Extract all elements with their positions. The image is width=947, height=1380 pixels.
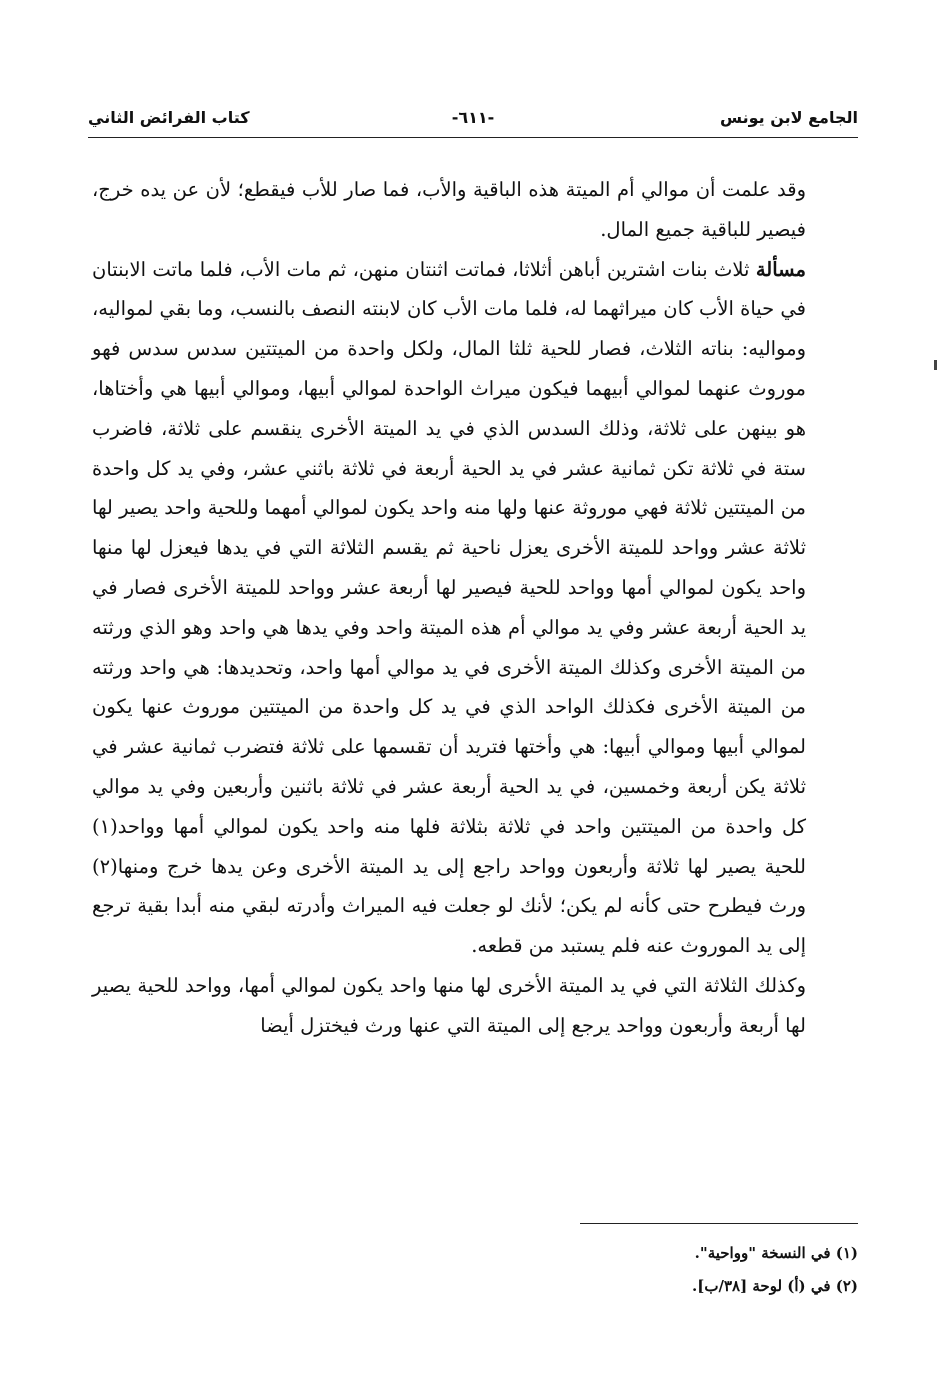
footnotes — [480, 1237, 858, 1303]
section-title: كتاب الفرائض الثاني — [88, 108, 250, 127]
page-number: -٦١١- — [451, 108, 495, 127]
footnote-2: (٢) في (أ) لوحة [٣٨/ب]. — [692, 1277, 858, 1295]
footnote-1: (١) في النسخة "وواحية". — [694, 1244, 858, 1262]
paragraph-1-text: وقد علمت أن موالي أم الميتة هذه الباقية والأب، فما صار للأب فيقطع؛ لأن عن يده خرج، فيصير للباقية جميع المال. — [92, 178, 806, 241]
footnote-divider — [580, 1223, 858, 1224]
paragraph-2 — [92, 250, 858, 966]
margin-mark — [934, 360, 937, 370]
paragraph-3 — [92, 966, 858, 1046]
issue-heading: مسألة — [755, 257, 806, 281]
header-divider — [88, 137, 858, 138]
paragraph-2-text: ثلاث بنات اشترين أباهن أثلاثا، فماتت اثنتان منهن، ثم مات الأب، فلما ماتت الابنتان في حياة الأب كان ميراثهما له، فلما مات الأب كان لابنته النصف بالنسب، وما بقي لمواليه، ومواليه: بناته الثلاث، فصار للحية ثلثا المال، ولكل واحدة من الميتتين سدس سدس فهو موروث عنهما لموالي أبيهما فيكون ميراث الواحدة لموالي أبيها، وموالي أبيها هي وأختاها، هو بينهن على ثلاثة، وذلك السدس الذي في يد الميتة الأخرى ينقسم على ثلاثة، فاضرب ستة في ثلاثة تكن ثمانية عشر في يد الحية أربعة في ثلاثة باثني عشر، وفي يد كل واحدة من الميتتين ثلاثة فهي موروثة عنها ولها منه واحد يكون لموالي أمهما وللحية واحد يصير لها ثلاثة عشر وواحد للميتة الأخرى يعزل ناحية ثم يقسم الثلاثة التي في يدها فيعزل لها منها واحد يكون لموالي أمها وواحد للحية فيصير لها أربعة عشر وواحد للميتة الأخرى فصار في يد الحية أربعة عشر وفي يد موالي أم هذه الميتة واحد وفي يدها هي واحد وهو الذي ورثته من الميتة الأخرى وكذلك الميتة الأخرى في يد موالي أمها واحد، وتحديدها: هي واحد ورثته من الميتة الأخرى فكذلك الواحد الذي في يد كل واحدة من الميتتين موروث عنها يكون لموالي أبيها وموالي أبيها: هي وأختها فتريد أن تقسمها على ثلاثة فتضرب ثمانية عشر في ثلاثة يكن أربعة وخمسين، في يد الحية أربعة عشر في ثلاثة باثنين وأربعين وفي يد موالي كل واحدة من الميتتين واحد في ثلاثة بثلاثة فلها منه واحد يكون لموالي أمها وواحد(١) للحية يصير لها ثلاثة وأربعون وواحد راجع إلى يد الميتة الأخرى وعن يدها خرج ومنها(٢) ورث فيطرح حتى كأنه لم يكن؛ لأنك لو جعلت فيه الميراث وأدرته لبقي منه أبدا بقية ترجع إلى يد الموروث عنه فلم يستبد من قطعه. — [92, 257, 806, 958]
main-text — [92, 170, 858, 1046]
running-header — [88, 104, 858, 132]
book-title: الجامع لابن يونس — [720, 108, 858, 127]
paragraph-1 — [92, 170, 858, 250]
paragraph-3-text: وكذلك الثلاثة التي في يد الميتة الأخرى لها منها واحد يكون لموالي أمها، وواحد للحية يصير لها أربعة وأربعون وواحد يرجع إلى الميتة التي عنها ورث فيختزل أيضا — [92, 973, 806, 1037]
